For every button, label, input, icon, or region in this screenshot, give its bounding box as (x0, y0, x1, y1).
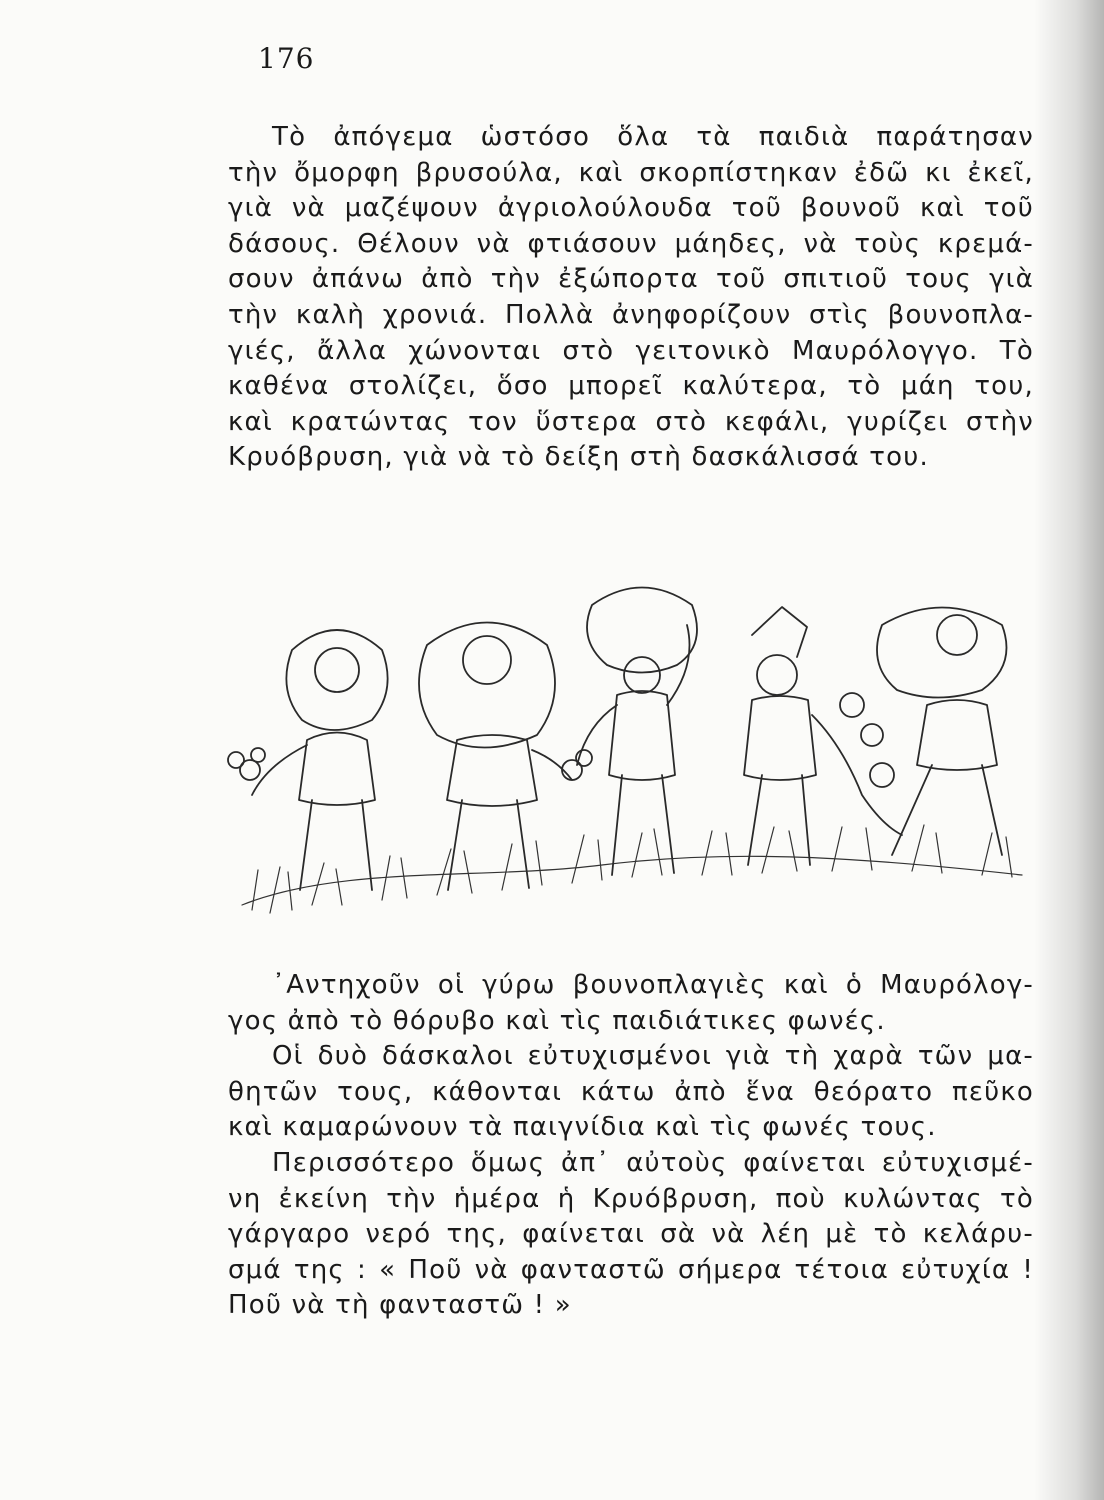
page-binding-shadow (1034, 0, 1104, 1500)
paragraph-1 (228, 120, 1034, 476)
text-line: τὴν ὄμορφη βρυσούλα, καὶ σκορπίστηκαν ἐδῶ κι ἐκεῖ, (228, 157, 1034, 188)
text-line: Περισσότερο ὅμως ἀπ᾿ αὐτοὺς φαίνεται εὐτυχισμέ- (272, 1147, 1034, 1178)
text-line: Ποῦ νὰ τὴ φανταστῶ ! » (228, 1290, 572, 1321)
text-line: τὴν καλὴ χρονιά. Πολλὰ ἀνηφορίζουν στὶς βουνοπλα- (228, 299, 1034, 330)
text-line: νη ἐκείνη τὴν ἡμέρα ἡ Κρυόβρυση, ποὺ κυλώντας τὸ (228, 1183, 1034, 1214)
text-line: σμά της : « Ποῦ νὰ φανταστῶ σήμερα τέτοια εὐτυχία ! (228, 1254, 1034, 1285)
text-line: Τὸ ἀπόγεμα ὡστόσο ὅλα τὰ παιδιὰ παράτησαν (272, 122, 1034, 152)
text-line: θητῶν τους, κάθονται κάτω ἀπὸ ἕνα θεόρατο πεῦκο (228, 1076, 1034, 1107)
illustration-drawing (222, 565, 1042, 955)
grass-ground (242, 825, 1022, 913)
text-line: Οἱ δυὸ δάσκαλοι εὐτυχισμένοι γιὰ τὴ χαρὰ τῶν μα- (272, 1041, 1034, 1072)
child-1 (228, 630, 388, 890)
text-line: Κρυόβρυση, γιὰ νὰ τὸ δείξη στὴ δασκάλισσά του. (228, 442, 929, 473)
text-line: γάργαρο νερό της, φαίνεται σὰ νὰ λέη μὲ τὸ κελάρυ- (228, 1219, 1034, 1250)
page-number: 176 (258, 42, 315, 75)
text-line: γιὰ νὰ μαζέψουν ἀγριολούλουδα τοῦ βουνοῦ καὶ τοῦ (228, 193, 1034, 224)
text-line: γιές, ἄλλα χώνονται στὸ γειτονικὸ Μαυρόλογγο. Τὸ (228, 335, 1034, 366)
text-line: ᾿Αντηχοῦν οἱ γύρω βουνοπλαγιὲς καὶ ὁ Μαυρόλογ- (272, 970, 1034, 1000)
child-4 (744, 607, 902, 865)
paragraph-group-2 (228, 968, 1034, 1324)
text-line: καὶ κρατώντας τον ὕστερα στὸ κεφάλι, γυρίζει στὴν (228, 406, 1034, 437)
text-line: καὶ καμαρώνουν τὰ παιγνίδια καὶ τὶς φωνές τους. (228, 1112, 937, 1143)
child-2 (419, 623, 572, 891)
child-5 (877, 608, 1007, 856)
children-with-flower-garlands-illustration (222, 565, 1042, 955)
text-line: καθένα στολίζει, ὅσο μπορεῖ καλύτερα, τὸ μάη του, (228, 371, 1034, 402)
text-line: σουν ἀπάνω ἀπὸ τὴν ἐξώπορτα τοῦ σπιτιοῦ τους γιὰ (228, 264, 1034, 295)
child-3 (562, 588, 697, 876)
text-line: γος ἀπὸ τὸ θόρυβο καὶ τὶς παιδιάτικες φωνές. (228, 1005, 886, 1036)
text-line: δάσους. Θέλουν νὰ φτιάσουν μάηδες, νὰ τοὺς κρεμά- (228, 228, 1034, 259)
